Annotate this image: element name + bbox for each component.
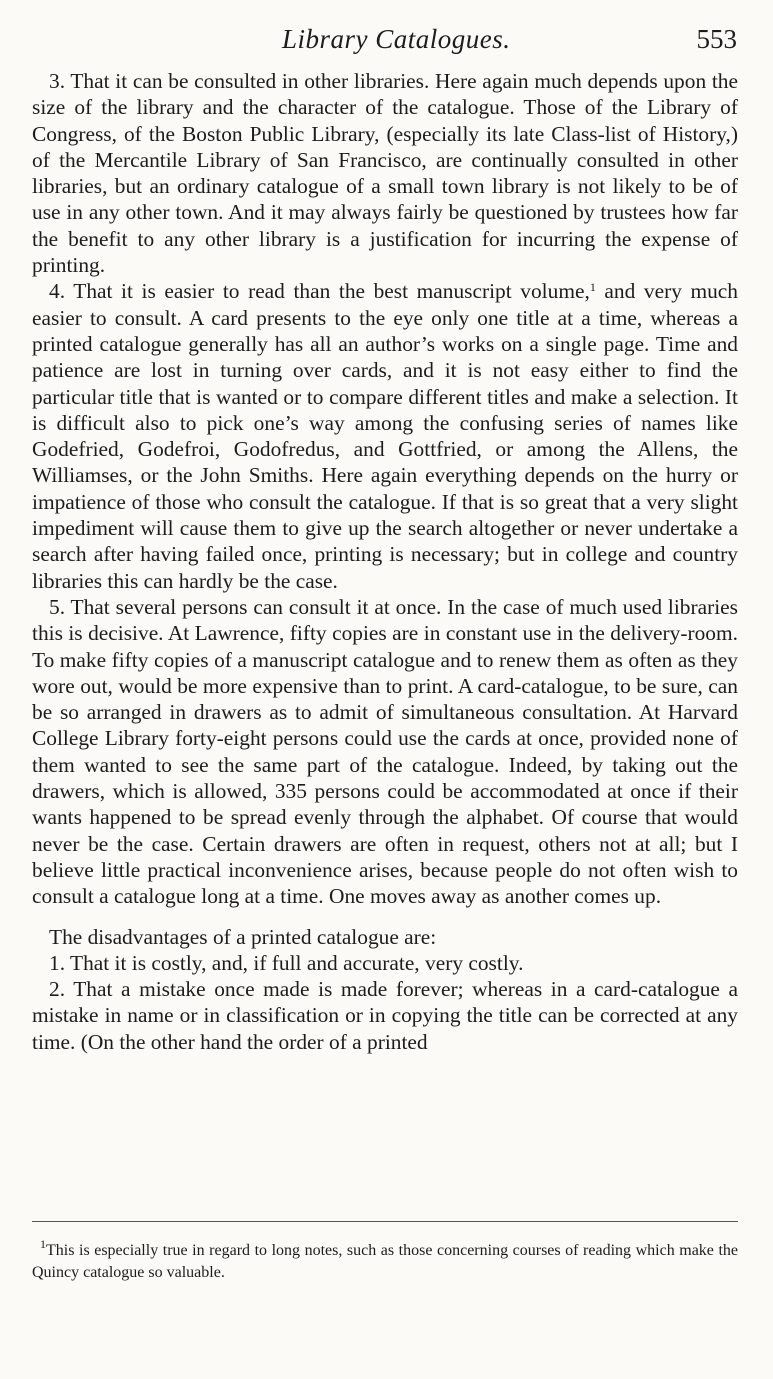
paragraph-point-5: 5. That several persons can consult it at once. In the case of much used libraries this is decisive. At Lawrence, fifty copies are in constant use in the delivery-room. To make fifty copies of a manuscript catalogue and to renew them as often as they wore out, would be more expensive than to print. A card-catalogue, to be sure, can be so arranged in drawers as to admit of simultaneous consultation. At Harvard College Library forty-eight persons could use the cards at once, provided none of them wanted to see the same part of the catalogue. Indeed, by taking out the drawers, which is allowed, 335 persons could be accommodated at once if their wants happened to be spread evenly through the alphabet. Of course that would never be the case. Certain drawers are often in request, others not at all; but I believe little practical inconvenience arises, because people do not often wish to consult a catalogue long at a time. One moves away as another comes up. [32, 594, 738, 909]
paragraph-disadvantage-2: 2. That a mistake once made is made forever; whereas in a card-catalogue a mistake in name or in classification or in copying the title can be corrected at any time. (On the other hand the order of a printed [32, 977, 738, 1054]
footnote-reference: 1 [589, 280, 596, 295]
paragraph-point-3: 3. That it can be consulted in other libraries. Here again much depends upon the size of the library and the character of the catalogue. Those of the Library of Congress, of the Boston Public Library, (especially its late Class-list of History,) of the Mercantile Library of San Francisco, are continually consulted in other libraries, but an ordinary catalogue of a small town library is not likely to be of use in any other town. And it may always fairly be questioned by trustees how far the benefit to any other library is a justification for incurring the expense of printing. [32, 69, 738, 278]
page-header [0, 24, 773, 58]
footnote [32, 1237, 738, 1284]
running-title: Library Catalogues. [282, 24, 511, 54]
footnote-divider [32, 1221, 738, 1222]
body-text [32, 68, 738, 1055]
page-number: 553 [696, 24, 737, 54]
footnote-body: This is especially true in regard to long notes, such as those concerning courses of reading which make the Quincy catalogue so valuable. [32, 1242, 738, 1281]
footnote-text [32, 1237, 738, 1284]
paragraph-point-4-text-end: and very much easier to consult. A card presents to the eye only one title at a time, whereas a printed catalogue generally has all an author’s works on a single page. Time and patience are lost in turning over cards, and it is not easy either to find the particular title that is wanted or to compare different titles and make a selection. It is difficult also to pick one’s way among the confusing series of names like Godefried, Godefroi, Godofredus, and Gottfried, or among the Allens, the Williamses, or the John Smiths. Here again everything depends on the hurry or impatience of those who consult the catalogue. If that is so great that a very slight impediment will cause them to give up the search altogether or never undertake a search after having failed once, printing is necessary; but in college and country libraries this can hardly be the case. [32, 279, 739, 593]
paragraph-point-4 [32, 278, 738, 594]
paragraph-disadvantage-1: 1. That it is costly, and, if full and accurate, very costly. [49, 950, 524, 975]
paragraph-point-4-text-start: 4. That it is easier to read than the best manuscript volume, [49, 279, 590, 304]
paragraph-disadvantages-intro: The disadvantages of a printed catalogue are: [49, 924, 437, 949]
footnote-marker: 1 [40, 1237, 46, 1251]
